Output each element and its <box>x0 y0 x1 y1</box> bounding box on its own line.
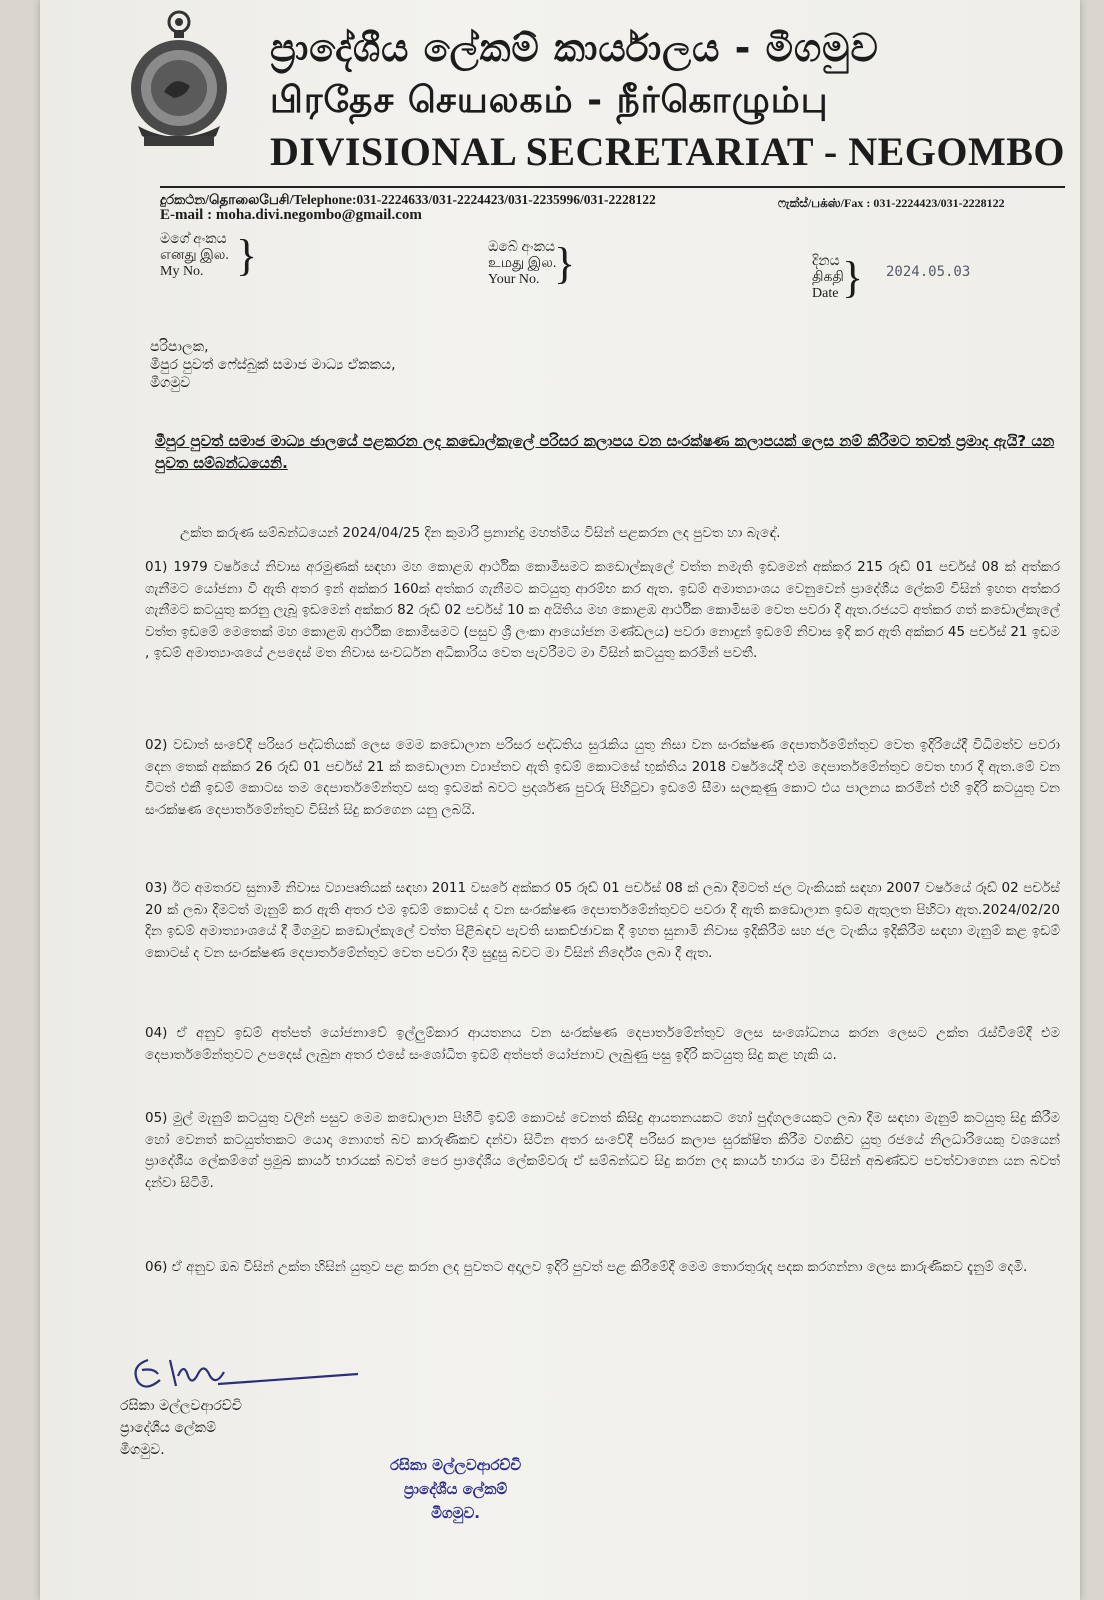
brace-icon: } <box>842 253 864 302</box>
date-label-si: දිනය <box>812 254 840 269</box>
brace-icon: } <box>554 239 576 288</box>
your-number-field <box>488 239 576 288</box>
recipient-line: පරිපාලක, <box>150 339 209 355</box>
date-label-en: Date <box>812 286 839 301</box>
header-divider <box>160 186 1065 188</box>
my-number-label-si: මගේ අංකය <box>160 232 227 247</box>
date-label-ta: திகதி <box>812 270 844 285</box>
fax-line: ෆැක්ස්/பக்ஸ்/Fax : 031-2224423/031-2228122 <box>778 196 1005 210</box>
state-emblem-icon <box>124 8 234 158</box>
paragraph-06: 06) ඒ අනුව ඔබ විසින් උක්ත හිසින් යුතුව පළ කරන ලද පුවතට අදාලව ඉදිරි පුවත් පළ කිරීමේදී මෙම තොරතුරුද පදක කරගන්නා ලෙස කාරුණිකව දැනුම් දෙමි. <box>145 1259 1028 1275</box>
handwritten-signature <box>118 1340 378 1400</box>
recipient-line: මීගමුව <box>150 375 191 391</box>
my-number-field <box>160 231 258 280</box>
intro-line: උක්ත කරුණ සම්බන්ධයෙන් 2024/04/25 දින කුමාරි ප්‍රනාන්දු මහත්මිය විසින් පළකරන ලද පුවත හා බැඳේ. <box>180 525 781 541</box>
official-stamp <box>390 1453 521 1525</box>
signatory-location: මීගමුව. <box>120 1442 165 1458</box>
paragraph-01: 01) 1979 වර්ෂයේ නිවාස අරමුණක් සඳහා මහ කොළඹ ආර්ථික කොමිසමට කඩොල්කැලේ වත්ත නමැති ඉඩමෙන් අක්කර 215 රූඩ් 01 පර්චස් 08 ක් අත්කර ගැනීමට යෝජනා වී ඇති අතර ඉන් අක්කර 160ක් අත්කර ගැනීමට කටයුතු ආරම්භ කර ඇත. ඉඩම් අමාත්‍යාංශය වෙනුවෙන් ප්‍රාදේශීය ලේකම් විසින් ඉහත අත්කර ගැනීමට කටයුතු කරනු ලැබූ ඉඩමෙන් අක්කර 82 රූඩ් 02 පර්චස් 10 ක අයිතිය මහ කොළඹ ආර්ථික කොමිසම වෙත පවරා දී ඇත.රජයට අත්කර ගත් කඩොල්කැලේ වත්ත ඉඩමේ මෙතෙක් මහ කොළඹ ආර්ථික කොමිසමට (පසුව ශ්‍රී ලංකා ආයෝජන මණ්ඩලය) පවරා නොදුන් ඉඩමේ නිවාස ඉදි කර ඇති අක්කර 45 පර්චස් 21 ඉඩම , ඉඩම් අමාත්‍යාංශයේ උපදෙස් මත නිවාස සංවර්ධන අධිකාරිය වෙත පැවරීමට මා විසින් කටයුතු කරමින් පවතී. <box>145 559 1060 661</box>
stamp-location: මීගමුව. <box>431 1504 480 1522</box>
letter-subject: මීපුර පුවත් සමාජ මාධ්‍ය ජාලයේ පළකරන ලද කඩොල්කැලේ පරිසර කලාපය වන සංරක්ෂණ කලාපයක් ලෙස නම් කිරීමට තවත් ප්‍රමාද ඇයි? යන පුවත සම්බන්ධයෙනි. <box>155 432 1055 472</box>
paragraph-03: 03) ඊට අමතරව සුනාමි නිවාස ව්‍යාපෘතියක් සඳහා 2011 වසරේ අක්කර 05 රූඩ් 01 පර්චස් 08 ක් ලබා දීමටත් ජල ටැංකියක් සඳහා 2007 වර්ෂයේ රූඩ් 02 පර්චස් 20 ක් ලබා දීමටත් මැනුම් කර ඇති අතර එම ඉඩම් කොටස් ද වන සංරක්ෂණ දෙපාර්තමේන්තුවට පවරා දී ඇති කඩොලාන ඉඩම ඇතුලත පිහිටා ඇත.2024/02/20 දින ඉඩම් අමාත්‍යාංශයේ දී මීගමුව කඩොල්කැලේ වත්ත පිළිබඳව පැවති සාකච්ඡාවක දී ඉහත සුනාමි නිවාස ඉදිකිරීම සහ ජල ටැංකිය ඉදිකිරීම සඳහා මැනුම් කළ ඉඩම් කොටස් ද වන සංරක්ෂණ දෙපාර්තමේන්තුව වෙත පවරා දීම සුදුසු බවට මා විසින් නිර්දේශ ලබා දී ඇත. <box>145 880 1060 961</box>
email-line: E-mail : moha.divi.negombo@gmail.com <box>160 207 422 223</box>
header-english-title: DIVISIONAL SECRETARIAT - NEGOMBO <box>270 129 1066 174</box>
telephone-line: දුරකථන/தொலைபேசி/Telephone:031-2224633/031-2224423/031-2235996/031-2228122 <box>160 192 656 207</box>
letter-sheet <box>40 0 1080 1600</box>
header-sinhala-title: ප්‍රාදේශීය ලේකම් කාර්යාලය - මීගමුව <box>270 26 879 70</box>
stamp-title: ප්‍රාදේශීය ලේකම් <box>403 1480 508 1498</box>
stamp-name: රසිකා මල්ලවආරච්චි <box>390 1456 522 1474</box>
recipient-line: මීපුර පුවත් ෆේස්බුක් සමාජ මාධ්‍ය ඒකකය, <box>150 357 396 373</box>
my-number-label-en: My No. <box>160 264 204 279</box>
header-tamil-title: பிரதேச செயலகம் - நீர்கொழும்பு <box>270 80 829 121</box>
brace-icon: } <box>236 231 258 280</box>
date-field <box>812 253 864 302</box>
signatory-title: ප්‍රාදේශීය ලේකම් <box>120 1420 217 1436</box>
your-number-label-ta: உமது இல. <box>488 256 557 271</box>
paragraph-04: 04) ඒ අනුව ඉඩම් අත්පත් යෝජනාවේ ඉල්ලුම්කාර ආයතනය වන සංරක්ෂණ දෙපාර්තමේන්තුව ලෙස සංශෝධනය කරන ලෙසට උක්ත රැස්වීමේදී එම දෙපාර්තමේන්තුවට උපදෙස් ලැබුන අතර එසේ සංශෝධිත ඉඩම් අත්පත් යෝජනාව ලැබුණු පසු ඉදිරි කටයුතු සිදු කළ හැකි ය. <box>145 1025 1060 1063</box>
signatory-block <box>120 1395 242 1461</box>
my-number-label-ta: எனது இல. <box>160 248 229 263</box>
date-value: 2024.05.03 <box>886 264 971 280</box>
paragraph-02: 02) වඩාත් සංවේදී පරිසර පද්ධතියක් ලෙස මෙම කඩොලාන පරිසර පද්ධතිය සුරැකිය යුතු නිසා වන සංරක්ෂණ දෙපාර්තමේන්තුව වෙත ඉදිරියේදී විධිමත්ව පවරා දෙන තෙක් අක්කර 26 රූඩ් 01 පර්චස් 21 ක් කඩොලාන ව්‍යාප්තව ඇති ඉඩම් කොටසේ භුක්තිය 2018 වර්ෂයේදී එම දෙපාර්තමේන්තුව වෙත භාර දී ඇත.මේ වන විටත් එකී ඉඩම් කොටස තම දෙපාර්තමේන්තුව සතු ඉඩමක් බවට ප්‍රදර්ශණ පුවරු පිහිටුවා ඉඩමේ සීමා සලකුණු කොට එය පාලනය කරමින් එහි ඉදිරි කටයුතු වන සංරක්ෂණ දෙපාර්තමේන්තුව විසින් සිදු කරගෙන යනු ලබයි. <box>145 737 1060 818</box>
paragraph-05: 05) මුල් මැනුම් කටයුතු වලින් පසුව මෙම කඩොලාන පිහිටි ඉඩම් කොටස් වෙනත් කිසිදු ආයතනයකට හෝ පුද්ගලයෙකුට ලබා දීම සඳහා මැනුම් කටයුතු සිදු කිරීම හෝ වෙනත් කටයුත්තකට යොදා නොගත් බව කාරුණිකව දන්වා සිටින අතර සංවේදී පරිසර කලාප සුරක්ෂිත කිරීම වගකිව යුතු රජයේ නිලධාරියෙකු වශයෙන් ප්‍රාදේශීය ලේකම්ගේ ප්‍රමුඛ කාර්ය භාරයක් බවත් පෙර ප්‍රාදේශීය ලේකම්වරු ඒ සම්බන්ධව සිදු කරන ලද කාර්ය භාරය මා විසින් අඛණ්ඩව පවත්වාගෙන යන බවත් දන්වා සිටිමි. <box>145 1110 1060 1191</box>
recipient-address <box>150 338 396 392</box>
signatory-name: රසිකා මල්ලවආරච්චි <box>120 1398 242 1414</box>
your-number-label-en: Your No. <box>488 272 540 287</box>
your-number-label-si: ඔබේ අංකය <box>488 240 556 255</box>
